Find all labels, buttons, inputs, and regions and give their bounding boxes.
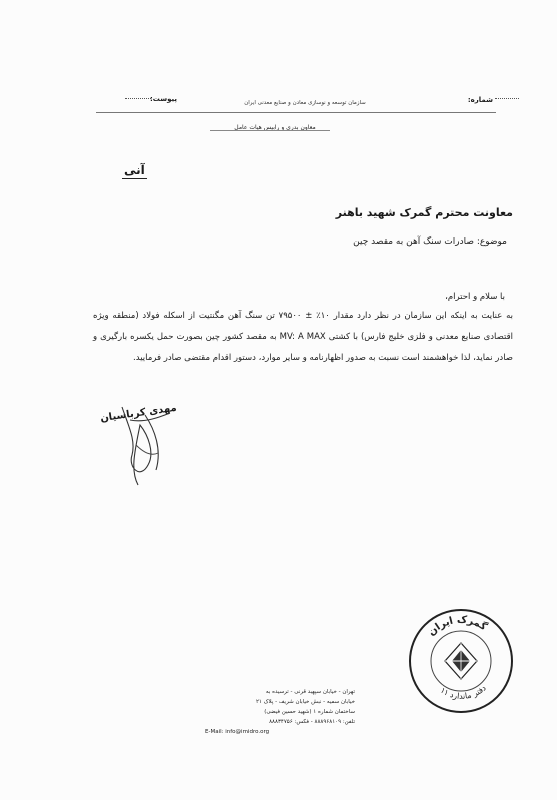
attachment-field-line <box>125 98 151 99</box>
footer-address <box>205 687 355 737</box>
footer-email: E-Mail: info@imidro.org <box>205 729 270 735</box>
cc-line: معاون بدری و رابیس هیات عامل <box>234 124 316 131</box>
signatory-name: مهدی کرباسیان <box>99 402 178 425</box>
cc-underline <box>210 130 330 131</box>
svg-text:دفتر ماندارد ۱۱ <box>439 683 489 701</box>
organization-name: سازمان توسعه و نوسازی معادن و صنایع معدنی ایران <box>244 100 366 106</box>
greeting: با سلام و احترام، <box>445 292 505 302</box>
footer-line-4: تلفن: ۸۸۸۹۶۸۱۰۹ - فکس: ۸۸۸۳۴۷۵۶ <box>269 719 355 725</box>
svg-text:گمرک ایران <box>426 615 490 639</box>
urgency-label: آنی <box>124 163 145 177</box>
footer-line-2: خیابان سمیه - نبش خیابان شریف - پلاک ۲۱ <box>255 699 355 705</box>
customs-stamp <box>405 605 517 717</box>
stamp-bottom-text: دفتر ماندارد ۱۱ <box>438 683 488 701</box>
handwritten-signature <box>100 395 190 490</box>
stamp-top-text: گمرک ایران <box>426 614 489 639</box>
number-field-line <box>495 98 519 99</box>
header-divider <box>96 112 496 113</box>
letter-body: به عنایت به اینکه این سازمان در نظر دارد مقدار ۱۰٪ ± ۷۹۵۰۰ تن سنگ آهن مگنتیت از اسکله فولاد (منطقه ویژه اقتصادی صنایع معدنی و فلزی خلیج فارس) با کشتی MV: A MAX به مقصد کشور چین بصورت حمل یکسره بارگیری و صادر نماید، لذا خواهشمند است نسبت به صدور اظهارنامه و سایر موارد، دستور اقدام مقتضی صادر فرمایید. <box>93 311 514 363</box>
addressee: معاونت محترم گمرک شهید باهنر <box>335 206 513 219</box>
attachment-label: پیوست: <box>150 95 177 103</box>
number-label: شماره: <box>467 96 493 104</box>
subject-line: موضوع: صادرات سنگ آهن به مقصد چین <box>353 237 507 247</box>
footer-line-3: ساختمان شماره ۱ (شهید حسین فیضی) <box>264 709 355 715</box>
footer-line-1: تهران - خیابان سپهبد قرنی - ترسیده به <box>265 689 355 695</box>
emblem-icon <box>445 643 477 679</box>
